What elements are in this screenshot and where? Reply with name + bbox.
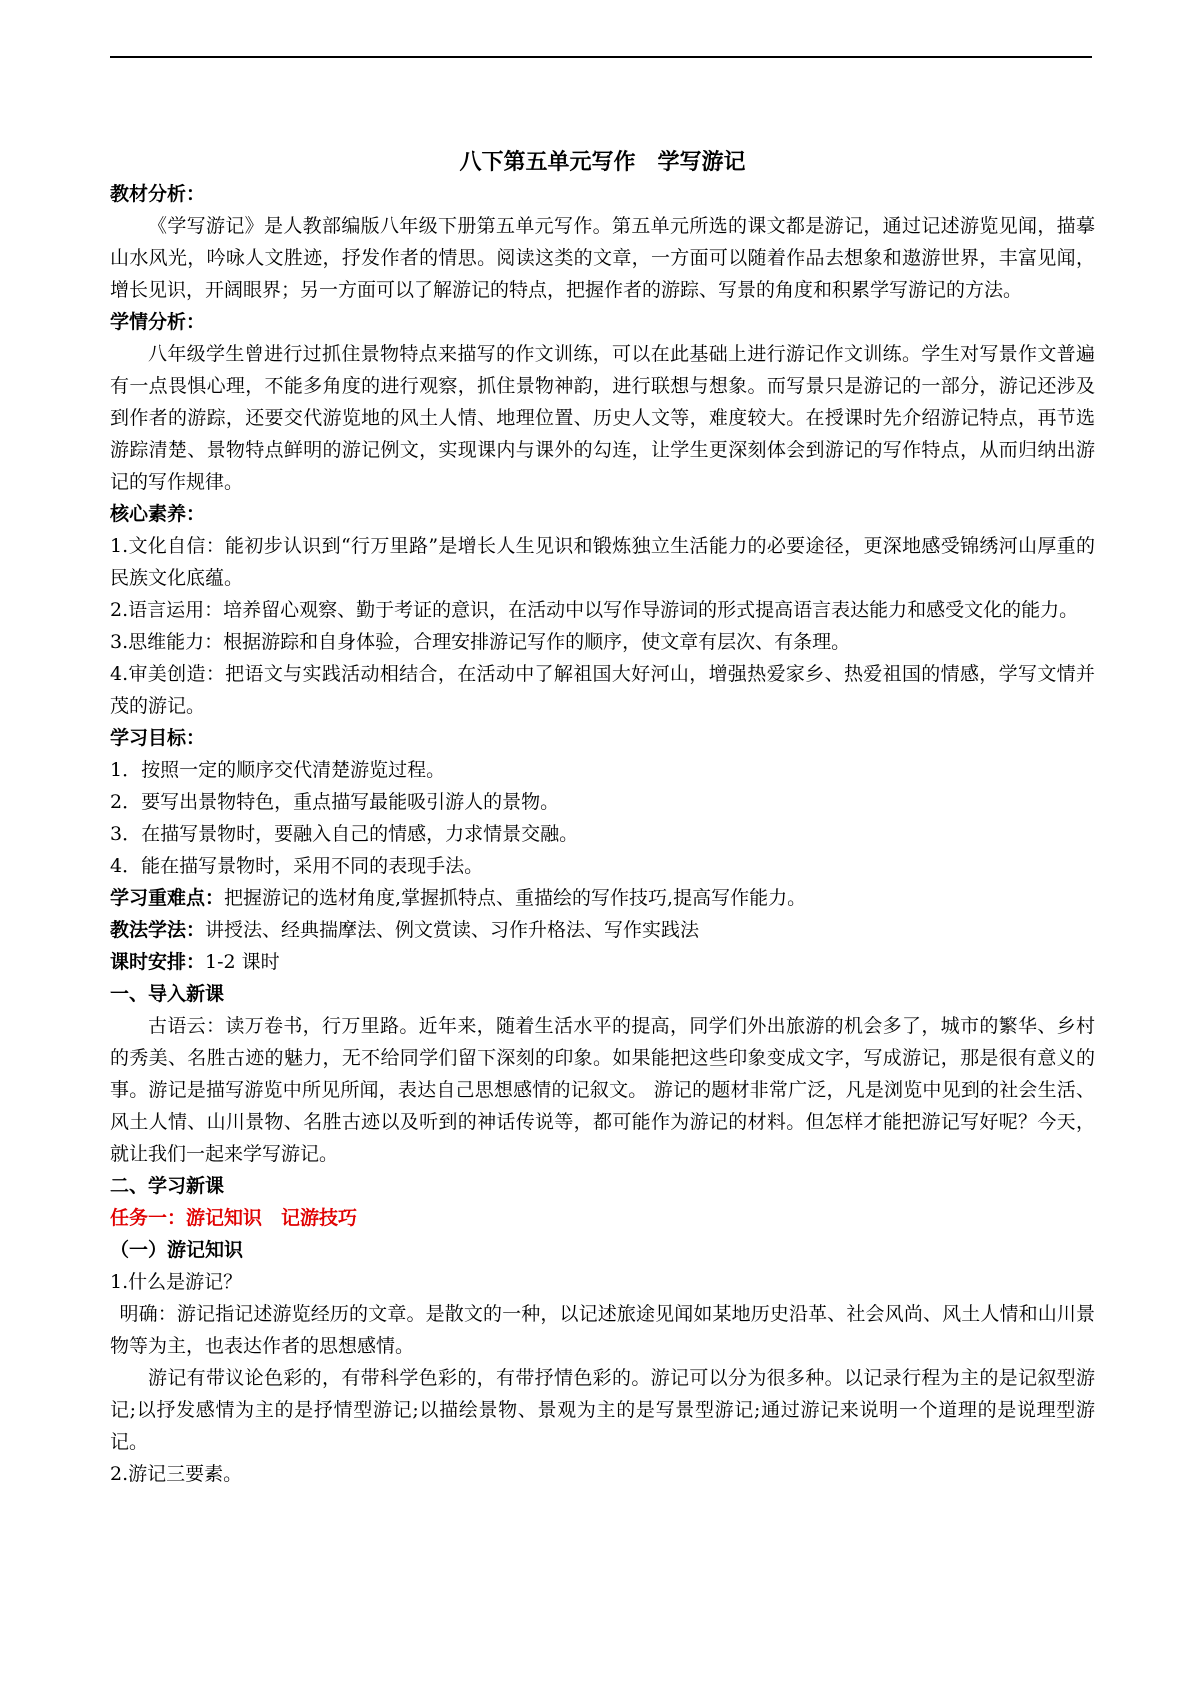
teaching-methods-label: 教法学法： (110, 919, 206, 941)
document-title: 八下第五单元写作 学写游记 (459, 149, 746, 175)
heading-new-lesson: 二、学习新课 (110, 1175, 225, 1197)
heading-task-one: 任务一：游记知识 记游技巧 (110, 1207, 358, 1229)
heading-travelogue-knowledge: （一）游记知识 (110, 1239, 244, 1261)
heading-learning-goals: 学习目标： (110, 727, 206, 749)
key-difficulties-text: 把握游记的选材角度,掌握抓特点、重描绘的写作技巧,提高写作能力。 (224, 887, 807, 909)
paragraph-student-analysis: 八年级学生曾进行过抓住景物特点来描写的作文训练，可以在此基础上进行游记作文训练。学生对写景作文普遍有一点畏惧心理，不能多角度的进行观察，抓住景物神韵，进行联想与想象。而写景只是游记的一部分，游记还涉及到作者的游踪，还要交代游览地的风土人情、地理位置、历史人文等，难度较大。在授课时先介绍游记特点，再节选游踪清楚、景物特点鲜明的游记例文，实现课内与课外的勾连，让学生更深刻体会到游记的写作特点，从而归纳出游记的写作规律。 (110, 343, 1095, 493)
list-item-learning-goal-2: 2．要写出景物特色，重点描写最能吸引游人的景物。 (110, 791, 560, 813)
class-hours-line (110, 946, 1095, 978)
teaching-methods-line (110, 914, 1095, 946)
list-item-core-literacy-3: 3.思维能力：根据游踪和自身体验，合理安排游记写作的顺序，使文章有层次、有条理。 (110, 631, 851, 653)
teaching-methods-text: 讲授法、经典揣摩法、例文赏读、习作升格法、写作实践法 (205, 919, 700, 941)
key-difficulties-line (110, 882, 1095, 914)
list-item-core-literacy-1: 1.文化自信：能初步认识到“行万里路”是增长人生见识和锻炼独立生活能力的必要途径，更深地感受锦绣河山厚重的民族文化底蕴。 (110, 535, 1095, 589)
document-body (110, 146, 1095, 1490)
question-what-is-travelogue: 1.什么是游记？ (110, 1271, 243, 1293)
list-item-core-literacy-2: 2.语言运用：培养留心观察、勤于考证的意识，在活动中以写作导游词的形式提高语言表达能力和感受文化的能力。 (110, 599, 1079, 621)
heading-student-analysis: 学情分析： (110, 311, 206, 333)
answer-what-is-travelogue: 明确：游记指记述游览经历的文章。是散文的一种，以记述旅途见闻如某地历史沿革、社会风尚、风土人情和山川景物等为主，也表达作者的思想感情。 (110, 1303, 1095, 1357)
heading-core-literacy: 核心素养： (110, 503, 206, 525)
paragraph-introduction: 古语云：读万卷书，行万里路。近年来，随着生活水平的提高，同学们外出旅游的机会多了，城市的繁华、乡村的秀美、名胜古迹的魅力，无不给同学们留下深刻的印象。如果能把这些印象变成文字，写成游记，那是很有意义的事。游记是描写游览中所见所闻，表达自己思想感情的记叙文。 游记的题材非常广泛，凡是浏览中见到的社会生活、风土人情、山川景物、名胜古迹以及听到的神话传说等，都可能作为游记的材料。但怎样才能把游记写好呢？今天，就让我们一起来学写游记。 (110, 1015, 1095, 1165)
paragraph-travelogue-types: 游记有带议论色彩的，有带科学色彩的，有带抒情色彩的。游记可以分为很多种。以记录行程为主的是记叙型游记;以抒发感情为主的是抒情型游记;以描绘景物、景观为主的是写景型游记;通过游记来说明一个道理的是说理型游记。 (110, 1367, 1095, 1453)
list-item-learning-goal-3: 3．在描写景物时，要融入自己的情感，力求情景交融。 (110, 823, 579, 845)
list-item-learning-goal-4: 4．能在描写景物时，采用不同的表现手法。 (110, 855, 484, 877)
paragraph-textbook-analysis: 《学写游记》是人教部编版八年级下册第五单元写作。第五单元所选的课文都是游记，通过记述游览见闻，描摹山水风光，吟咏人文胜迹，抒发作者的情思。阅读这类的文章，一方面可以随着作品去想象和遨游世界，丰富见闻，增长见识，开阔眼界；另一方面可以了解游记的特点，把握作者的游踪、写景的角度和积累学写游记的方法。 (110, 215, 1095, 301)
question-three-elements: 2.游记三要素。 (110, 1463, 243, 1485)
heading-textbook-analysis: 教材分析： (110, 183, 206, 205)
list-item-core-literacy-4: 4.审美创造：把语文与实践活动相结合，在活动中了解祖国大好河山，增强热爱家乡、热爱祖国的情感，学写文情并茂的游记。 (110, 663, 1095, 717)
list-item-learning-goal-1: 1．按照一定的顺序交代清楚游览过程。 (110, 759, 446, 781)
header-rule (110, 56, 1092, 58)
heading-introduction: 一、导入新课 (110, 983, 225, 1005)
key-difficulties-label: 学习重难点： (110, 887, 225, 909)
class-hours-label: 课时安排： (110, 951, 206, 973)
class-hours-text: 1-2 课时 (205, 951, 280, 973)
